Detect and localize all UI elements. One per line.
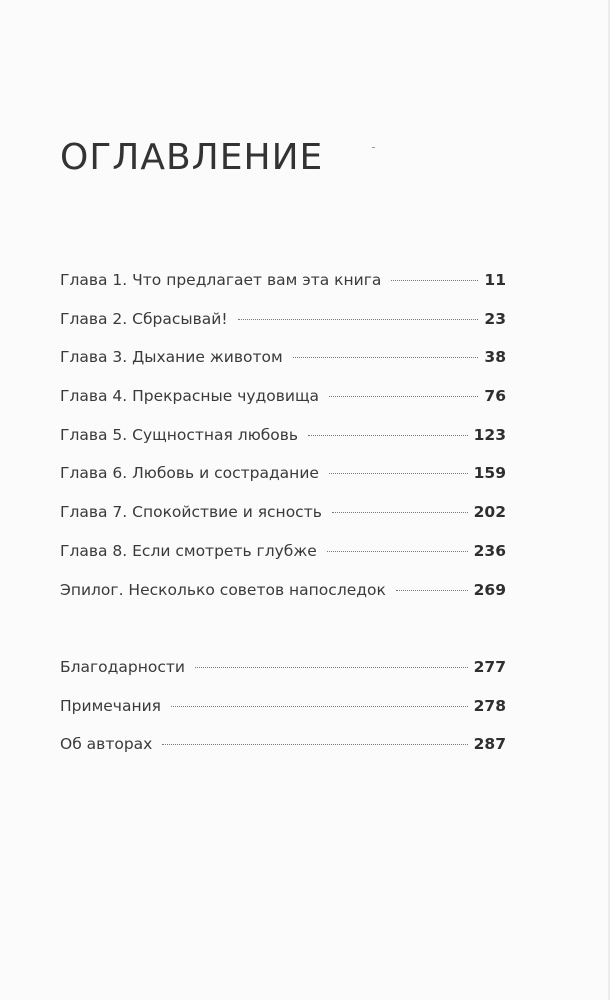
toc-entry-page-number: 202	[473, 503, 506, 522]
toc-entry[interactable]	[60, 343, 506, 382]
print-speck	[372, 147, 375, 148]
toc-entry-label: Глава 1. Что предлагает вам эта книга	[60, 271, 382, 289]
toc-entry-page-number: 11	[484, 271, 506, 289]
toc-entry[interactable]	[60, 459, 506, 498]
dot-leader	[308, 435, 468, 436]
toc-entry[interactable]	[60, 692, 506, 731]
toc-entry-label: Глава 2. Сбрасывай!	[60, 309, 228, 328]
dot-leader	[162, 744, 467, 745]
toc-entry[interactable]	[60, 537, 506, 576]
toc-entry-label: Глава 5. Сущностная любовь	[60, 425, 299, 444]
toc-entry-label: Благодарности	[60, 658, 185, 676]
dot-leader	[396, 590, 468, 591]
toc-back-matter-list	[60, 653, 506, 769]
toc-entry[interactable]	[60, 266, 506, 305]
toc-entry-label: Глава 7. Спокойствие и ясность	[60, 503, 322, 522]
toc-entry-page-number: 123	[473, 425, 506, 444]
dot-leader	[293, 357, 479, 358]
dot-leader	[391, 280, 478, 281]
dot-leader	[327, 551, 468, 552]
toc-entry-label: Глава 3. Дыхание животом	[60, 348, 283, 367]
toc-entry-page-number: 38	[484, 348, 506, 367]
toc-entry-label: Об авторах	[60, 735, 153, 754]
dot-leader	[195, 667, 468, 668]
toc-entry-page-number: 277	[473, 658, 506, 676]
toc-entry-page-number: 23	[484, 309, 506, 328]
toc-entry[interactable]	[60, 730, 506, 769]
toc-entry-label: Примечания	[60, 696, 161, 715]
toc-entry-label: Глава 6. Любовь и сострадание	[60, 464, 319, 483]
toc-entry-page-number: 76	[484, 387, 506, 406]
dot-leader	[329, 473, 468, 474]
toc-entry[interactable]	[60, 305, 506, 344]
toc-entry-page-number: 236	[473, 541, 506, 560]
toc-entry[interactable]	[60, 382, 506, 421]
toc-entry[interactable]	[60, 653, 506, 692]
toc-entry-page-number: 287	[473, 735, 506, 754]
toc-entry[interactable]	[60, 421, 506, 460]
dot-leader	[332, 512, 468, 513]
toc-entry-label: Глава 4. Прекрасные чудовища	[60, 387, 320, 406]
toc-main-list	[60, 266, 506, 614]
dot-leader	[329, 396, 478, 397]
toc-entry-page-number: 159	[473, 464, 506, 483]
toc-entry[interactable]	[60, 576, 506, 615]
toc-entry-page-number: 269	[473, 580, 506, 599]
toc-entry[interactable]	[60, 498, 506, 537]
toc-entry-page-number: 278	[473, 696, 506, 715]
toc-entry-label: Глава 8. Если смотреть глубже	[60, 541, 317, 560]
dot-leader	[171, 706, 468, 707]
page-title: ОГЛАВЛЕНИЕ	[60, 137, 324, 178]
dot-leader	[238, 319, 479, 320]
toc-entry-label: Эпилог. Несколько советов напоследок	[60, 580, 386, 599]
